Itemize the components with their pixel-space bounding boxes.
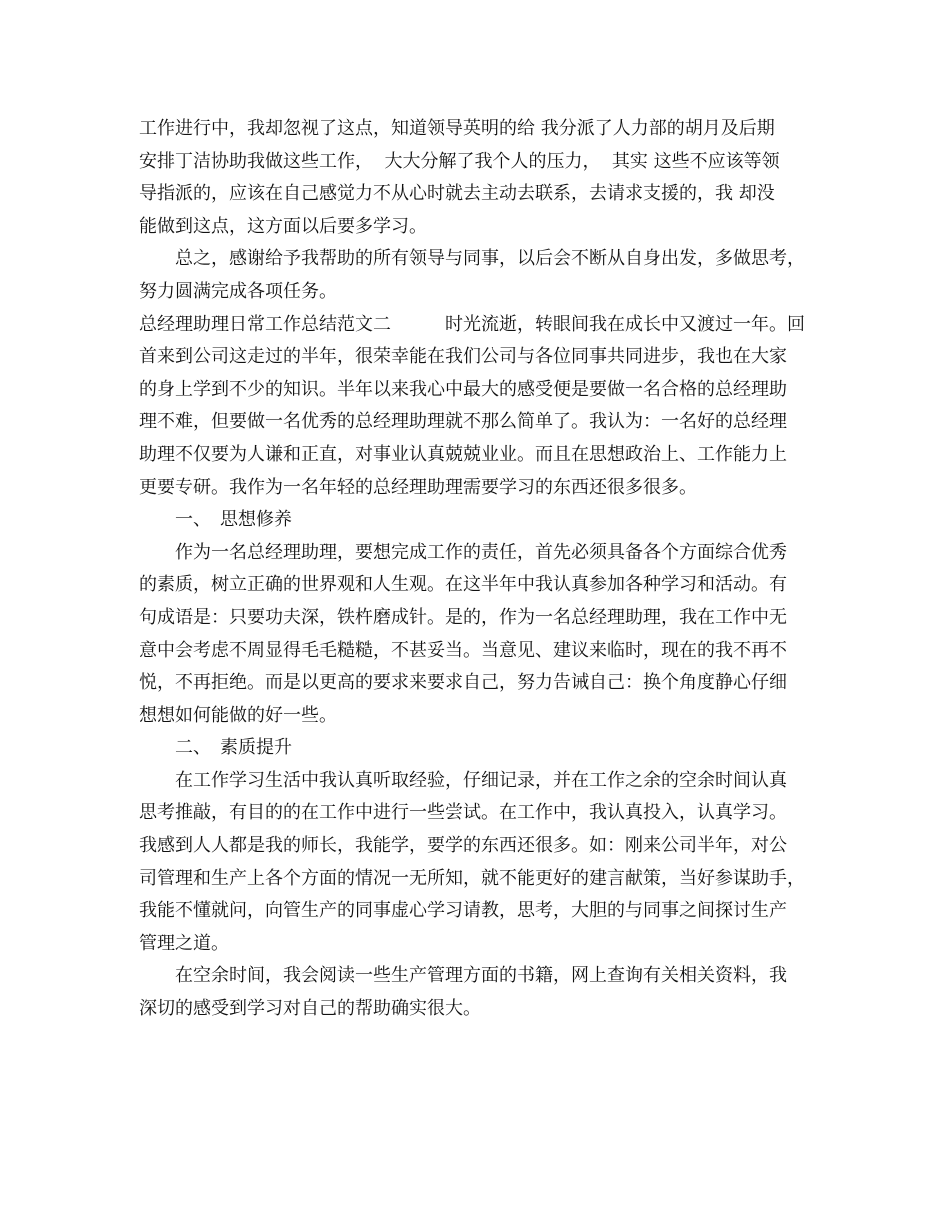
text-line: 思考推敲，有目的的在工作中进行一些尝试。在工作中，我认真投入，认真学习。 (139, 802, 787, 824)
text-line: 我能不懂就问，向管生产的同事虚心学习请教，思考，大胆的与同事之间探讨生产 (139, 900, 787, 922)
text-line: 更要专研。我作为一名年轻的总经理助理需要学习的东西还很多很多。 (139, 476, 697, 498)
text-line: 理不难，但要做一名优秀的总经理助理就不那么简单了。我认为：一名好的总经理 (139, 411, 787, 433)
document-body (139, 113, 819, 1026)
text-line: 句成语是：只要功夫深，铁杵磨成针。是的，作为一名总经理助理，我在工作中无 (139, 606, 787, 628)
text-line: 能做到这点，这方面以后要多学习。 (139, 215, 427, 237)
text-line: 工作进行中，我却忽视了这点，知道领导英明的给 我分派了人力部的胡月及后期 (139, 118, 775, 139)
text-line: 总之，感谢给予我帮助的所有领导与同事，以后会不断从自身出发，多做思考， (139, 248, 805, 270)
text-line: 的素质，树立正确的世界观和人生观。在这半年中我认真参加各种学习和活动。有 (139, 574, 787, 596)
text-line: 努力圆满完成各项任务。 (139, 280, 337, 302)
text-line: 的身上学到不少的知识。半年以来我心中最大的感受便是要做一名合格的总经理助 (139, 378, 787, 400)
subheading-line: 一、 思想修养 (139, 509, 292, 531)
subheading-line: 二、 素质提升 (139, 737, 292, 759)
text-line: 在空余时间，我会阅读一些生产管理方面的书籍，网上查询有关相关资料，我 (139, 965, 787, 987)
text-line: 在工作学习生活中我认真听取经验，仔细记录，并在工作之余的空余时间认真 (139, 769, 787, 791)
text-line: 作为一名总经理助理，要想完成工作的责任，首先必须具备各个方面综合优秀 (139, 541, 787, 563)
text-line: 助理不仅要为人谦和正直，对事业认真兢兢业业。而且在思想政治上、工作能力上 (139, 443, 787, 465)
text-line: 安排丁洁协助我做这些工作， 大大分解了我个人的压力， 其实 这些不应该等领 (139, 150, 780, 172)
text-line: 悦，不再拒绝。而是以更高的要求来要求自己，努力告诫自己：换个角度静心仔细 (139, 672, 787, 694)
text-line: 想想如何能做的好一些。 (139, 704, 337, 726)
text-line: 深切的感受到学习对自己的帮助确实很大。 (139, 998, 481, 1020)
text-line: 司管理和生产上各个方面的情况一无所知，就不能更好的建言献策，当好参谋助手， (139, 867, 805, 889)
text-line: 导指派的，应该在自己感觉力不从心时就去主动去联系，去请求支援的，我 却没 (139, 183, 775, 205)
text-line: 首来到公司这走过的半年，很荣幸能在我们公司与各位同事共同进步，我也在大家 (139, 346, 787, 368)
text-line: 意中会考虑不周显得毛毛糙糙，不甚妥当。当意见、建议来临时，现在的我不再不 (139, 639, 787, 661)
text-line: 我感到人人都是我的师长，我能学，要学的东西还很多。如：刚来公司半年，对公 (139, 835, 787, 857)
section-title-line: 总经理助理日常工作总结范文二 时光流逝，转眼间我在成长中又渡过一年。回 (139, 313, 805, 335)
text-line: 管理之道。 (139, 932, 229, 954)
